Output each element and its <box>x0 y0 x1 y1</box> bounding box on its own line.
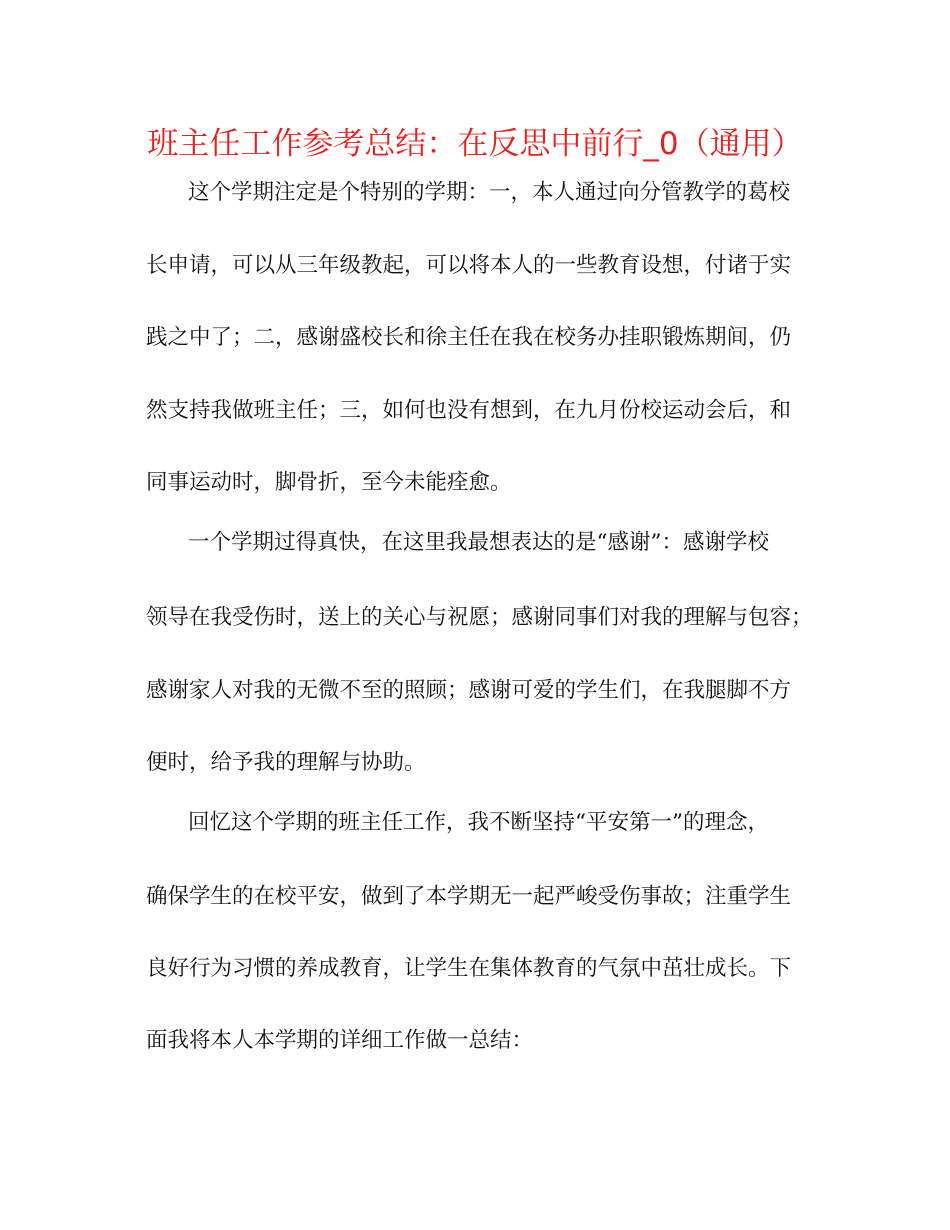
document-title: 班主任工作参考总结：在反思中前行_0（通用） <box>147 126 803 162</box>
paragraph-1-line-1: 这个学期注定是个特别的学期：一，本人通过向分管教学的葛校 <box>188 180 791 205</box>
paragraph-2-line-3: 感谢家人对我的无微不至的照顾；感谢可爱的学生们，在我腿脚不方 <box>146 678 792 703</box>
paragraph-1-line-2: 长申请，可以从三年级教起，可以将本人的一些教育设想，付诸于实 <box>146 253 792 278</box>
paragraph-3-line-4: 面我将本人本学期的详细工作做一总结： <box>146 1028 534 1053</box>
paragraph-3-line-2: 确保学生的在校平安，做到了本学期无一起严峻受伤事故；注重学生 <box>146 884 792 909</box>
paragraph-2-line-2: 领导在我受伤时，送上的关心与祝愿；感谢同事们对我的理解与包容； <box>146 605 813 630</box>
paragraph-1-line-4: 然支持我做班主任；三，如何也没有想到，在九月份校运动会后，和 <box>146 398 792 423</box>
paragraph-3-line-3: 良好行为习惯的养成教育，让学生在集体教育的气氛中茁壮成长。下 <box>146 956 792 981</box>
paragraph-3-line-1: 回忆这个学期的班主任工作，我不断坚持“平安第一”的理念， <box>188 810 769 835</box>
paragraph-1-line-5: 同事运动时，脚骨折，至今未能痊愈。 <box>146 470 512 495</box>
paragraph-2-line-4: 便时，给予我的理解与协助。 <box>146 750 426 775</box>
paragraph-2-line-1: 一个学期过得真快，在这里我最想表达的是“感谢”：感谢学校 <box>188 530 769 555</box>
paragraph-1-line-3: 践之中了；二，感谢盛校长和徐主任在我在校务办挂职锻炼期间，仍 <box>146 325 792 350</box>
